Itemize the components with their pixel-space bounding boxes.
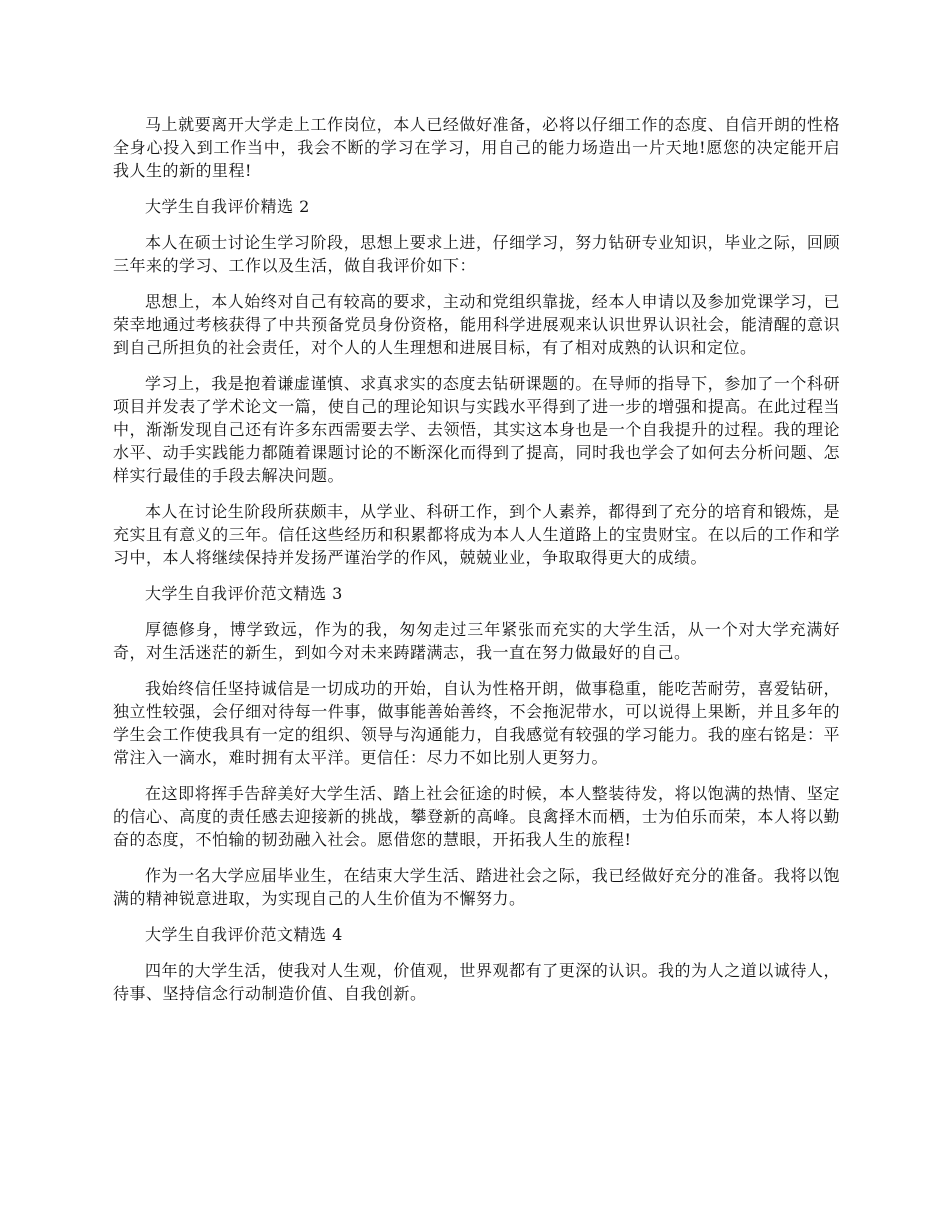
paragraph-four-years: 四年的大学生活，使我对人生观，价值观，世界观都有了更深的认识。我的为人之道以诚待人，待事、坚持信念行动制造价值、自我创新。 [113,961,840,1003]
paragraph-thought: 思想上，本人始终对自己有较高的要求，主动和党组织靠拢，经本人申请以及参加党课学习，已荣幸地通过考核获得了中共预备党员身份资格，能用科学进展观来认识世界认识社会，能清醒的意识到自己所担负的社会责任，对个人的人生理想和进展目标，有了相对成熟的认识和定位。 [113,292,840,357]
paragraph-motto: 厚德修身，博学致远，作为的我，匆匆走过三年紧张而充实的大学生活，从一个对大学充满好奇，对生活迷茫的新生，到如今对未来踌躇满志，我一直在努力做最好的自己。 [113,620,840,662]
paragraph-study: 学习上，我是抱着谦虚谨慎、求真求实的态度去钻研课题的。在导师的指导下，参加了一个科研项目并发表了学术论文一篇，使自己的理论知识与实践水平得到了进一步的增强和提高。在此过程当中，渐渐发现自己还有许多东西需要去学、去领悟，其实这本身也是一个自我提升的过程。我的理论水平、动手实践能力都随着课题讨论的不断深化而得到了提高，同时我也学会了如何去分析问题、怎样实行最佳的手段去解决问题。 [113,374,840,485]
section-heading-4: 大学生自我评价范文精选 4 [145,925,343,944]
document-page [113,113,840,1018]
paragraph-character: 我始终信任坚持诚信是一切成功的开始，自认为性格开朗，做事稳重，能吃苦耐劳，喜爱钻研，独立性较强，会仔细对待每一件事，做事能善始善终，不会拖泥带水，可以说得上果断，并且多年的学生会工作使我具有一定的组织、领导与沟通能力，自我感觉有较强的学习能力。我的座右铭是：平常注入一滴水，难时拥有太平洋。更信任：尽力不如比别人更努力。 [113,679,840,767]
section-heading-2: 大学生自我评价精选 2 [145,197,310,216]
paragraph-farewell: 在这即将挥手告辞美好大学生活、踏上社会征途的时候，本人整装待发，将以饱满的热情、坚定的信心、高度的责任感去迎接新的挑战，攀登新的高峰。良禽择木而栖，士为伯乐而荣，本人将以勤奋的态度，不怕输的韧劲融入社会。愿借您的慧眼，开拓我人生的旅程! [113,784,840,849]
paragraph-intro-review: 本人在硕士讨论生学习阶段，思想上要求上进，仔细学习，努力钻研专业知识，毕业之际，回顾三年来的学习、工作以及生活，做自我评价如下： [113,233,840,275]
section-heading-3: 大学生自我评价范文精选 3 [145,584,343,603]
paragraph-graduate: 作为一名大学应届毕业生，在结束大学生活、踏进社会之际，我已经做好充分的准备。我将以饱满的精神锐意进取，为实现自己的人生价值为不懈努力。 [113,866,840,908]
paragraph-summary: 本人在讨论生阶段所获颇丰，从学业、科研工作，到个人素养，都得到了充分的培育和锻炼，是充实且有意义的三年。信任这些经历和积累都将成为本人人生道路上的宝贵财宝。在以后的工作和学习中，本人将继续保持并发扬严谨治学的作风，兢兢业业，争取取得更大的成绩。 [113,502,840,567]
paragraph-closing-intro: 马上就要离开大学走上工作岗位，本人已经做好准备，必将以仔细工作的态度、自信开朗的性格全身心投入到工作当中，我会不断的学习在学习，用自己的能力场造出一片天地!愿您的决定能开启我人生的新的里程! [113,115,840,180]
